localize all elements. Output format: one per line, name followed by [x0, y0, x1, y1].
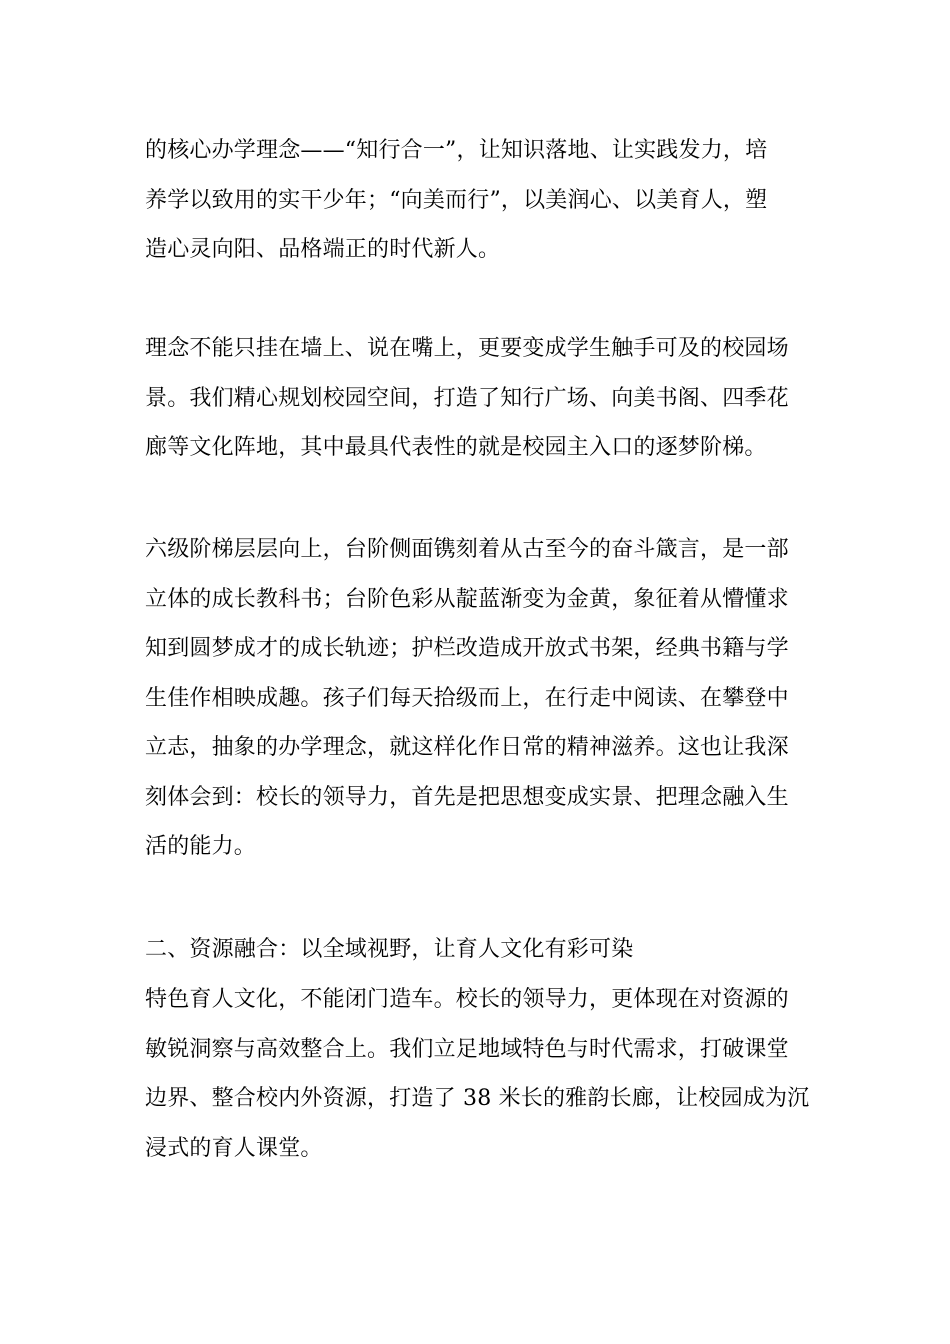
section-heading-resource-integration: 二、资源融合：以全域视野，让育人文化有彩可染: [145, 937, 634, 962]
paragraph-resource-integration: 特色育人文化，不能闭门造车。校长的领导力，更体现在对资源的 敏锐洞察与高效整合上。我们立足地域特色与时代需求，打破课堂 边界、整合校内外资源，打造了 38 米长的雅韵长廊，让校园成为沉 浸式的育人课堂。: [145, 987, 810, 1161]
paragraph-campus-scenes: 理念不能只挂在墙上、说在嘴上，更要变成学生触手可及的校园场 景。我们精心规划校园空间，打造了知行广场、向美书阁、四季花 廊等文化阵地，其中最具代表性的就是校园主入口的逐梦阶梯。: [145, 336, 789, 460]
paragraph-core-philosophy: 的核心办学理念——“知行合一”，让知识落地、让实践发力，培 养学以致用的实干少年；“向美而行”，以美润心、以美育人，塑 造心灵向阳、品格端正的时代新人。: [145, 138, 768, 262]
paragraph-dream-staircase: 六级阶梯层层向上，台阶侧面镌刻着从古至今的奋斗箴言，是一部 立体的成长教科书；台阶色彩从靛蓝渐变为金黄，象征着从懵懂求 知到圆梦成才的成长轨迹；护栏改造成开放式书架，经典书籍与学 生佳作相映成趣。孩子们每天拾级而上，在行走中阅读、在攀登中 立志，抽象的办学理念，就这样化作日常的精神滋养。这也让我深 刻体会到：校长的领导力，首先是把思想变成实景、把理念融入生 活的能力。: [145, 537, 789, 859]
